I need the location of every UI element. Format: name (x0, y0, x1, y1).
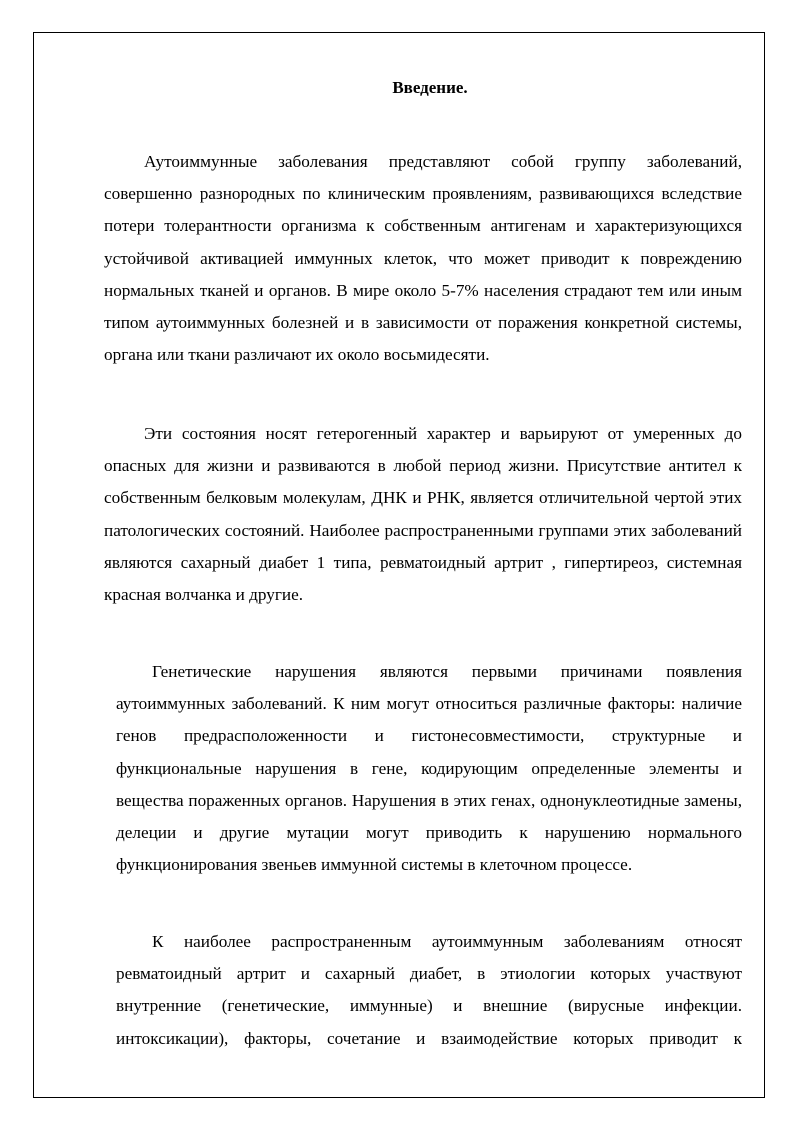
paragraph-genetic-causes: Генетические нарушения являются первыми причинами появления аутоиммунных заболеваний. К ним могут относиться различные факторы: наличие генов предрасположенности и гистонесовместимости, структурные и функциональные нарушения в гене, кодирующим определенные элементы и вещества пораженных органов. Нарушения в этих генах, однонуклеотидные замены, делеции и другие мутации могут приводить к нарушению нормального функционирования звеньев иммунной системы в клеточном процессе. (116, 662, 742, 875)
paragraph-autoimmune-definition: Аутоиммунные заболевания представляют собой группу заболеваний, совершенно разнородных по клиническим проявлениям, развивающихся вследствие потери толерантности организма к собственным антигенам и характеризующихся устойчивой активацией иммунных клеток, что может приводит к повреждению нормальных тканей и органов. В мире около 5-7% населения страдают тем или иным типом аутоиммунных болезней и в зависимости от поражения конкретной системы, органа или ткани различают их около восьмидесяти. (104, 152, 742, 365)
paragraph-common-diseases: К наиболее распространенным аутоиммунным заболеваниям относят ревматоидный артрит и сахарный диабет, в этиологии которых участвуют внутренние (генетические, иммунные) и внешние (вирусные инфекции. интоксикации), факторы, сочетание и взаимодействие которых приводит к (116, 932, 742, 1048)
paragraph-heterogeneous-conditions: Эти состояния носят гетерогенный характер и варьируют от умеренных до опасных для жизни и развиваются в любой период жизни. Присутствие антител к собственным белковым молекулам, ДНК и РНК, является отличительной чертой этих патологических состояний. Наиболее распространенными группами этих заболеваний являются сахарный диабет 1 типа, ревматоидный артрит , гипертиреоз, системная красная волчанка и другие. (104, 424, 742, 605)
document-title: Введение. (392, 78, 468, 97)
